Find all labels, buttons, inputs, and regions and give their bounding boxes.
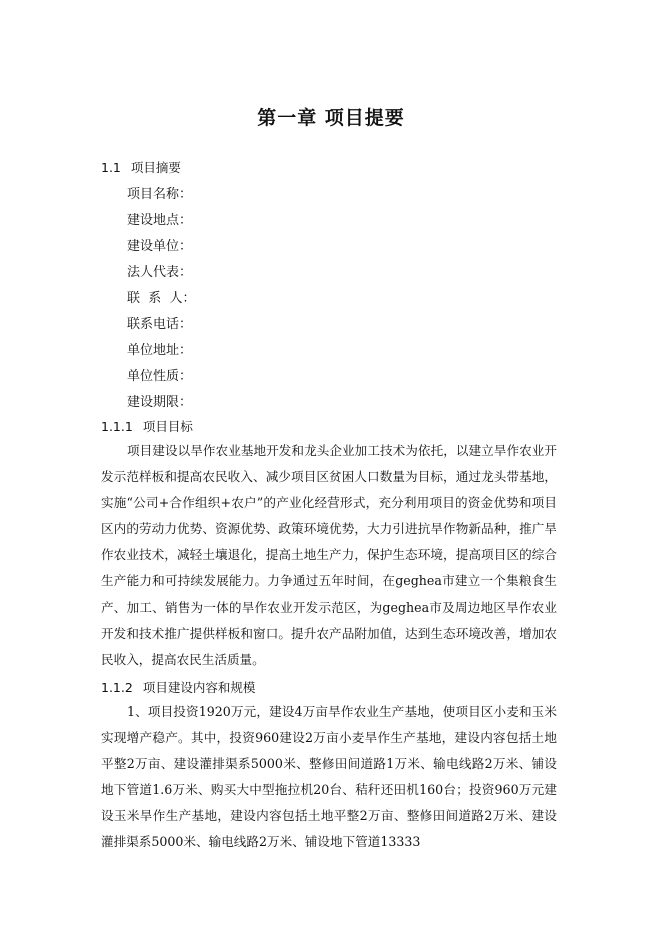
field-project-name: 项目名称： xyxy=(127,187,193,202)
field-legal-rep: 法人代表： xyxy=(127,265,193,280)
section-title: 项目建设内容和规模 xyxy=(142,680,256,695)
field-nature: 单位性质： xyxy=(127,369,193,384)
section-number: 1.1.1 xyxy=(101,419,133,434)
chapter-title: 第一章 项目提要 xyxy=(257,107,405,129)
section-heading-1-1 xyxy=(101,158,181,176)
field-period: 建设期限： xyxy=(127,395,193,410)
section-heading-1-1-2 xyxy=(101,678,255,696)
field-contact: 联 系 人： xyxy=(127,291,196,306)
paragraph-goal: 项目建设以旱作农业基地开发和龙头企业加工技术为依托，以建立旱作农业开发示范样板和提高农民收入、减少项目区贫困人口数量为目标，通过龙头带基地，实施“公司+合作组织+农户”的产业化经营形式，充分利用项目的资金优势和项目区内的劳动力优势、资源优势、政策环境优势，大力引进抗旱作物新品种，推广旱作农业技术，减轻土壤退化，提高土地生产力，保护生态环境，提高项目区的综合生产能力和可持续发展能力。力争通过五年时间，在geghea市建立一个集粮食生产、加工、销售为一体的旱作农业开发示范区，为geghea市及周边地区旱作农业开发和技术推广提供样板和窗口。提升农产品附加值，达到生态环境改善，增加农民收入，提高农民生活质量。 xyxy=(101,443,557,667)
field-address: 单位地址： xyxy=(127,343,193,358)
section-title: 项目摘要 xyxy=(130,160,181,175)
field-location: 建设地点： xyxy=(127,213,193,228)
field-builder: 建设单位： xyxy=(127,239,193,254)
paragraph-scale: 1、项目投资1920万元，建设4万亩旱作农业生产基地，使项目区小麦和玉米实现增产稳产。其中，投资960建设2万亩小麦旱作生产基地，建设内容包括土地平整2万亩、建设灌排渠系5000米、整修田间道路1万米、输电线路2万米、铺设地下管道1.6万米、购买大中型拖拉机20台、秸秆还田机160台；投资960万元建设玉米旱作生产基地，建设内容包括土地平整2万亩、整修田间道路2万米、建设灌排渠系5000米、输电线路2万米、铺设地下管道13333 xyxy=(101,704,557,850)
section-title: 项目目标 xyxy=(142,419,193,434)
section-heading-1-1-1 xyxy=(101,417,193,435)
field-phone: 联系电话： xyxy=(127,317,193,332)
section-number: 1.1 xyxy=(101,160,121,175)
section-number: 1.1.2 xyxy=(101,680,133,695)
